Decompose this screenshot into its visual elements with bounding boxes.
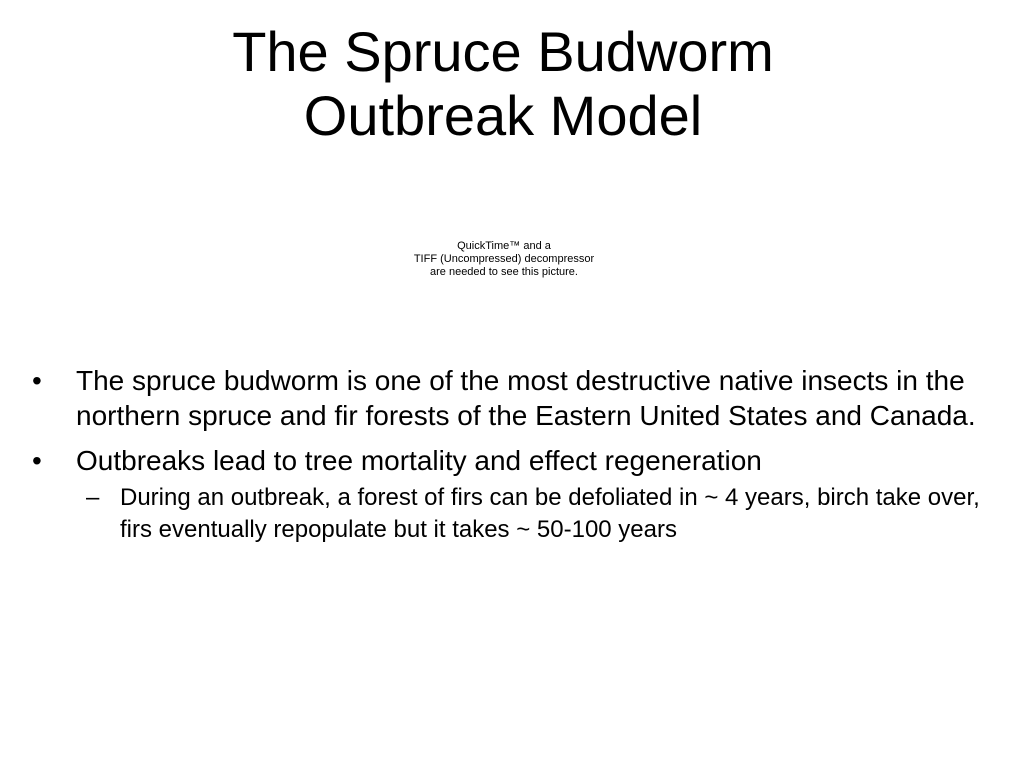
bullet-text: The spruce budworm is one of the most destructive native insects in the northern spruce and fir forests of the Eastern United States and Canada. bbox=[76, 365, 976, 431]
sub-bullet-text: During an outbreak, a forest of firs can be defoliated in ~ 4 years, birch take over, firs eventually repopulate but it takes ~ 50-100 years bbox=[120, 484, 980, 543]
placeholder-line-1: QuickTime™ and a bbox=[457, 240, 551, 252]
image-placeholder bbox=[354, 240, 654, 279]
bullet-marker: • bbox=[32, 365, 42, 396]
bullet-text: Outbreaks lead to tree mortality and effect regeneration bbox=[76, 445, 762, 476]
placeholder-line-2: TIFF (Uncompressed) decompressor bbox=[413, 253, 595, 265]
sub-bullet-marker: – bbox=[86, 484, 100, 511]
slide-title bbox=[0, 20, 1006, 148]
bullet-list bbox=[30, 363, 990, 556]
bullet-item bbox=[30, 363, 990, 433]
bullet-item bbox=[30, 443, 990, 546]
placeholder-line-3: are needed to see this picture. bbox=[430, 266, 578, 278]
sub-bullet-list bbox=[76, 482, 990, 546]
slide-title-line-2: Outbreak Model bbox=[303, 84, 703, 147]
slide-title-line-1: The Spruce Budworm bbox=[232, 20, 774, 83]
bullet-marker: • bbox=[32, 445, 42, 476]
sub-bullet-item bbox=[72, 482, 990, 546]
